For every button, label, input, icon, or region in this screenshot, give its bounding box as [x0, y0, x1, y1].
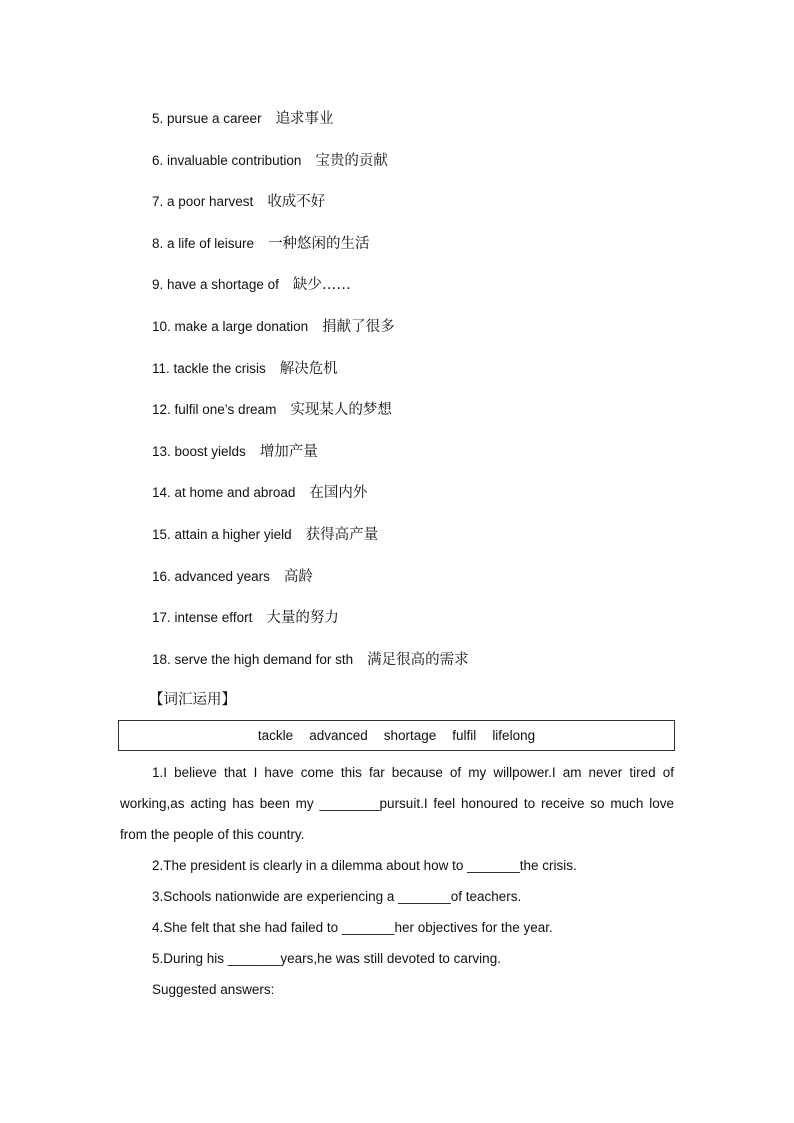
- phrase-chinese: 获得高产量: [305, 526, 379, 543]
- phrase-item: [152, 108, 469, 150]
- exercise-item: 2.The president is clearly in a dilemma about how to _______the crisis.: [152, 858, 577, 873]
- word-bank-item: fulfil: [452, 728, 477, 743]
- word-bank-item: tackle: [257, 728, 294, 743]
- phrase-item: [152, 274, 469, 316]
- phrase-english: 16. advanced years: [152, 568, 270, 584]
- exercise-item: 1.I believe that I have come this far because of my willpower.I am never tired of working,as acting has been my ________pursuit.I feel honoured to receive so much love from the people of this country.: [120, 765, 674, 842]
- phrase-english: 18. serve the high demand for sth: [152, 651, 354, 667]
- phrase-chinese: 追求事业: [275, 111, 334, 127]
- phrase-chinese: 收成不好: [267, 194, 326, 211]
- word-bank-box: [118, 720, 675, 751]
- phrase-item: [152, 150, 469, 192]
- phrase-english: 14. at home and abroad: [152, 485, 296, 501]
- phrase-english: 5. pursue a career: [152, 111, 262, 126]
- phrase-english: 7. a poor harvest: [152, 194, 254, 210]
- phrase-chinese: 缺少……: [292, 277, 351, 294]
- phrase-item: [152, 649, 469, 691]
- phrase-chinese: 实现某人的梦想: [290, 402, 392, 419]
- phrase-chinese: 宝贵的贡献: [315, 152, 388, 169]
- phrase-item: [152, 607, 469, 649]
- phrase-english: 9. have a shortage of: [152, 277, 279, 293]
- exercise-item: 3.Schools nationwide are experiencing a _______of teachers.: [152, 889, 522, 904]
- exercise-item: 5.During his _______years,he was still devoted to carving.: [152, 951, 501, 966]
- phrase-item: [152, 358, 469, 400]
- word-bank-item: shortage: [383, 728, 437, 743]
- phrase-chinese: 解决危机: [279, 360, 338, 377]
- phrase-item: [152, 399, 469, 441]
- section-heading: 【词汇运用】: [149, 692, 236, 708]
- phrase-english: 15. attain a higher yield: [152, 526, 292, 542]
- phrase-item: [152, 191, 469, 233]
- phrase-item: [152, 566, 469, 608]
- phrase-item: [152, 441, 469, 483]
- suggested-answers-label: Suggested answers:: [152, 982, 275, 997]
- phrase-chinese: 捐献了很多: [322, 318, 395, 335]
- phrase-english: 10. make a large donation: [152, 318, 309, 334]
- phrase-english: 11. tackle the crisis: [152, 360, 266, 376]
- word-bank-item: lifelong: [492, 728, 536, 743]
- phrase-english: 8. a life of leisure: [152, 235, 255, 251]
- phrase-chinese: 高龄: [283, 568, 313, 585]
- phrase-chinese: 一种悠闲的生活: [268, 235, 370, 252]
- phrase-item: [152, 233, 469, 275]
- phrase-chinese: 在国内外: [309, 485, 368, 502]
- phrase-english: 17. intense effort: [152, 610, 253, 626]
- exercise-list: [120, 757, 674, 1005]
- phrase-english: 6. invaluable contribution: [152, 152, 302, 168]
- phrase-list: [152, 108, 469, 690]
- word-bank-item: advanced: [309, 728, 368, 743]
- phrase-item: [152, 524, 469, 566]
- phrase-item: [152, 316, 469, 358]
- exercise-item: 4.She felt that she had failed to _______her objectives for the year.: [152, 920, 553, 935]
- phrase-chinese: 满足很高的需求: [367, 651, 469, 668]
- phrase-english: 12. fulfil one’s dream: [152, 402, 277, 418]
- phrase-chinese: 增加产量: [259, 443, 318, 460]
- phrase-english: 13. boost yields: [152, 443, 246, 459]
- phrase-chinese: 大量的努力: [266, 610, 339, 627]
- phrase-item: [152, 482, 469, 524]
